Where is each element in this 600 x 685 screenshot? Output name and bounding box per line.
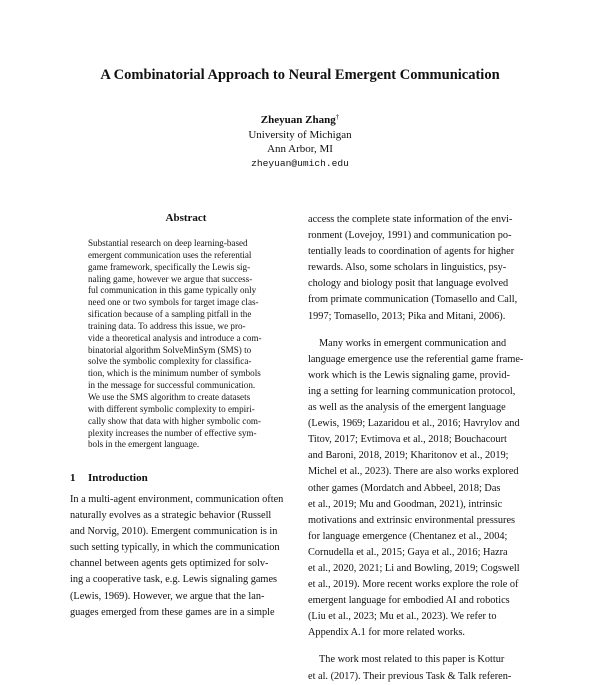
text-line: et al., 2019). More recent works explore the role of — [308, 579, 519, 591]
text-line: from primate communication (Tomasello and Call, — [308, 294, 518, 306]
author-footnote-mark: † — [335, 113, 340, 121]
text-line: with different symbolic complexity to empiri- — [88, 403, 255, 414]
text-line: language emergence use the referential game frame- — [308, 353, 524, 365]
author-email: zheyuan@umich.edu — [251, 157, 349, 169]
text-line: naling game, however we argue that success- — [88, 273, 253, 284]
right-paragraph-2 — [308, 336, 536, 642]
text-line: rewards. Also, some scholars in linguistics, psy- — [308, 262, 507, 274]
text-line: binatorial algorithm SolveMinSym (SMS) to — [88, 344, 252, 355]
text-line: guages emerged from these games are in a simple — [70, 606, 275, 618]
text-line: tion, which is the minimum number of symbols — [88, 368, 261, 379]
text-line: need one or two symbols for target image clas- — [88, 297, 259, 308]
intro-heading — [70, 471, 310, 485]
text-line: training data. To address this issue, we pro- — [88, 320, 246, 331]
text-line: emergent language for embodied AI and robotics — [308, 595, 510, 607]
text-line: sification because of a sampling pitfall in the — [88, 309, 252, 320]
text-line: plexity increases the number of effective sym- — [88, 427, 257, 438]
text-line: for language emergence (Chentanez et al., 2004; — [308, 530, 508, 542]
text-line: ing a cooperative task, e.g. Lewis signaling games — [70, 574, 278, 586]
author-name — [0, 110, 600, 128]
abstract-heading: Abstract — [165, 212, 207, 224]
text-line: access the complete state information of the envi- — [308, 214, 513, 225]
text-line: Titov, 2017; Evtimova et al., 2018; Bouchacourt — [308, 434, 507, 446]
text-line: game framework, specifically the Lewis sig- — [88, 261, 251, 272]
text-line: Substantial research on deep learning-based — [88, 238, 248, 248]
text-line: (Liu et al., 2023; Mu et al., 2023). We refer to — [308, 611, 497, 623]
intro-section-number: 1 — [70, 472, 76, 484]
author-block — [0, 110, 600, 171]
author-location: Ann Arbor, MI — [267, 143, 333, 155]
text-line: such setting typically, in which the communication — [70, 542, 280, 554]
text-line: Cornudella et al., 2015; Gaya et al., 2016; Hazra — [308, 546, 508, 558]
text-line: naturally evolves as a strategic behavior (Russell — [70, 510, 272, 522]
paragraph-gap — [308, 641, 536, 652]
text-line: solve the symbolic complexity for classifica- — [88, 356, 252, 367]
text-line: vide a theoretical analysis and introduce a com- — [88, 332, 262, 343]
text-line: in the message for successful communication. — [88, 380, 256, 391]
text-line: Michel et al., 2023). There are also works explored — [308, 466, 519, 478]
paper-title: A Combinatorial Approach to Neural Emergent Communication — [100, 67, 500, 83]
text-line: work which is the Lewis signaling game, provid- — [308, 369, 510, 381]
text-line: other games (Mordatch and Abbeel, 2018; Das — [308, 482, 501, 494]
paragraph-gap — [308, 325, 536, 336]
text-line: and Baroni, 2018, 2019; Kharitonov et al., 2019; — [308, 450, 509, 462]
text-line: We use the SMS algorithm to create datasets — [88, 391, 251, 402]
text-line: emergent communication uses the referential — [88, 249, 252, 260]
text-line: et al., 2020, 2021; Li and Bowling, 2019; Cogswell — [308, 562, 520, 574]
text-line: and Norvig, 2010). Emergent communication is in — [70, 526, 278, 538]
text-line: (Lewis, 1969). However, we argue that the lan- — [70, 590, 265, 602]
text-line: 1997; Tomasello, 2013; Pika and Mitani, 2006). — [308, 310, 506, 322]
text-line: channel between agents gets optimized for solv- — [70, 558, 269, 570]
author-affiliation: University of Michigan — [248, 128, 352, 141]
text-line: cally show that data with higher symbolic com- — [88, 415, 261, 426]
text-line: ing a setting for learning communication protocol, — [308, 385, 516, 397]
text-line: ronment (Lovejoy, 1991) and communication po- — [308, 230, 512, 242]
author-name-text: Zheyuan Zhang — [260, 114, 336, 126]
text-line: et al. (2017). Their previous Task & Talk referen- — [308, 670, 512, 682]
text-line: In a multi-agent environment, communication often — [70, 494, 284, 505]
abstract-body — [88, 238, 285, 451]
right-paragraph-1 — [308, 212, 536, 325]
text-line: (Lewis, 1969; Lazaridou et al., 2016; Havrylov and — [308, 418, 520, 430]
text-line: motivations and extrinsic environmental pressures — [308, 514, 516, 526]
text-line: ful communication in this game typically only — [88, 285, 257, 296]
text-line: chology and biology posit that language evolved — [308, 278, 509, 290]
text-line: Many works in emergent communication and — [319, 337, 507, 349]
text-line: The work most related to this paper is Kottur — [319, 654, 505, 666]
text-line: et al., 2019; Mu and Goodman, 2021), intrinsic — [308, 498, 503, 510]
text-line: tentially leads to coordination of agents for higher — [308, 246, 515, 258]
intro-body — [70, 492, 298, 621]
text-line: Appendix A.1 for more related works. — [308, 627, 465, 639]
intro-section-title: Introduction — [88, 472, 148, 484]
text-line: bols in the emergent language. — [88, 439, 200, 450]
right-paragraph-3 — [308, 652, 536, 684]
text-line: as well as the analysis of the emergent language — [308, 402, 506, 414]
right-column — [308, 212, 536, 685]
